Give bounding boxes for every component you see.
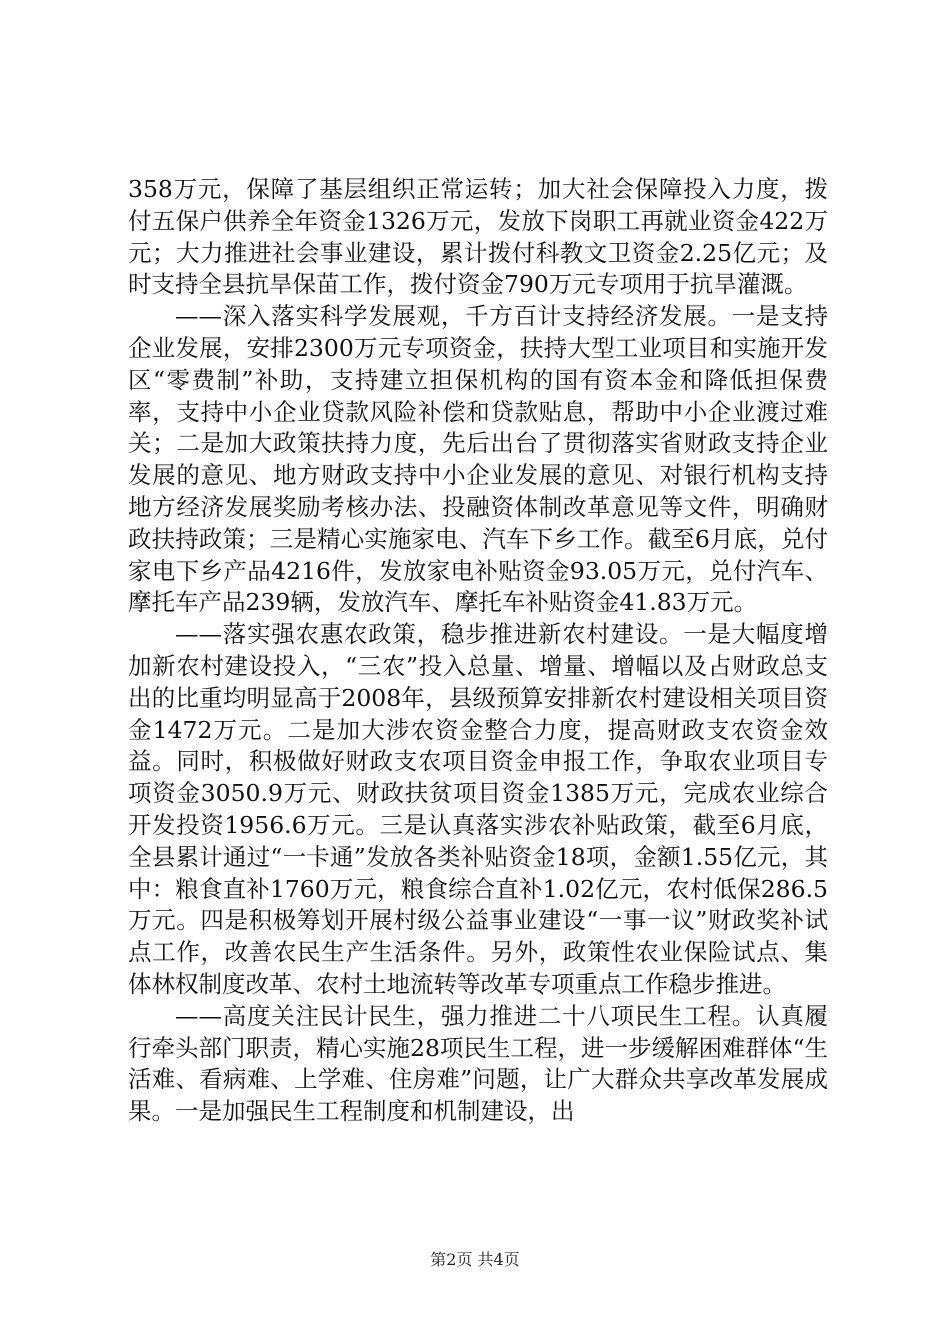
page-footer: 第2页 共4页 bbox=[430, 1250, 520, 1269]
document-body bbox=[128, 174, 828, 1128]
paragraph-economic-development: ——深入落实科学发展观，千方百计支持经济发展。一是支持企业发展，安排2300万元专项资金，扶持大型工业项目和实施开发区“零费制”补助，支持建立担保机构的国有资本金和降低担保费率，支持中小企业贷款风险补偿和贷款贴息，帮助中小企业渡过难关；二是加大政策扶持力度，先后出台了贯彻落实省财政支持企业发展的意见、地方财政支持中小企业发展的意见、对银行机构支持地方经济发展奖励考核办法、投融资体制改革意见等文件，明确财政扶持政策；三是精心实施家电、汽车下乡工作。截至6月底，兑付家电下乡产品4216件，发放家电补贴资金93.05万元，兑付汽车、摩托车产品239辆，发放汽车、摩托车补贴资金41.83万元。 bbox=[128, 302, 828, 617]
paragraph-livelihood-projects: ——高度关注民计民生，强力推进二十八项民生工程。认真履行牵头部门职责，精心实施28项民生工程，进一步缓解困难群体“生活难、看病难、上学难、住房难”问题，让广大群众共享改革发展成果。一是加强民生工程制度和机制建设，出 bbox=[128, 1001, 828, 1126]
paragraph-continuation: 358万元，保障了基层组织正常运转；加大社会保障投入力度，拨付五保户供养全年资金1326万元，发放下岗职工再就业资金422万元；大力推进社会事业建设，累计拨付科教文卫资金2.25亿元；及时支持全县抗旱保苗工作，拨付资金790万元专项用于抗旱灌溉。 bbox=[128, 175, 828, 299]
paragraph-rural-construction: ——落实强农惠农政策，稳步推进新农村建设。一是大幅度增加新农村建设投入，“三农”投入总量、增量、增幅以及占财政总支出的比重均明显高于2008年，县级预算安排新农村建设相关项目资金1472万元。二是加大涉农资金整合力度，提高财政支农资金效益。同时，积极做好财政支农项目资金申报工作，争取农业项目专项资金3050.9万元、财政扶贫项目资金1385万元，完成农业综合开发投资1956.6万元。三是认真落实涉农补贴政策，截至6月底，全县累计通过“一卡通”发放各类补贴资金18项，金额1.55亿元，其中：粮食直补1760万元，粮食综合直补1.02亿元，农村低保286.5万元。四是积极筹划开展村级公益事业建设“一事一议”财政奖补试点工作，改善农民生产生活条件。另外，政策性农业保险试点、集体林权制度改革、农村土地流转等改革专项重点工作稳步推进。 bbox=[128, 620, 828, 998]
